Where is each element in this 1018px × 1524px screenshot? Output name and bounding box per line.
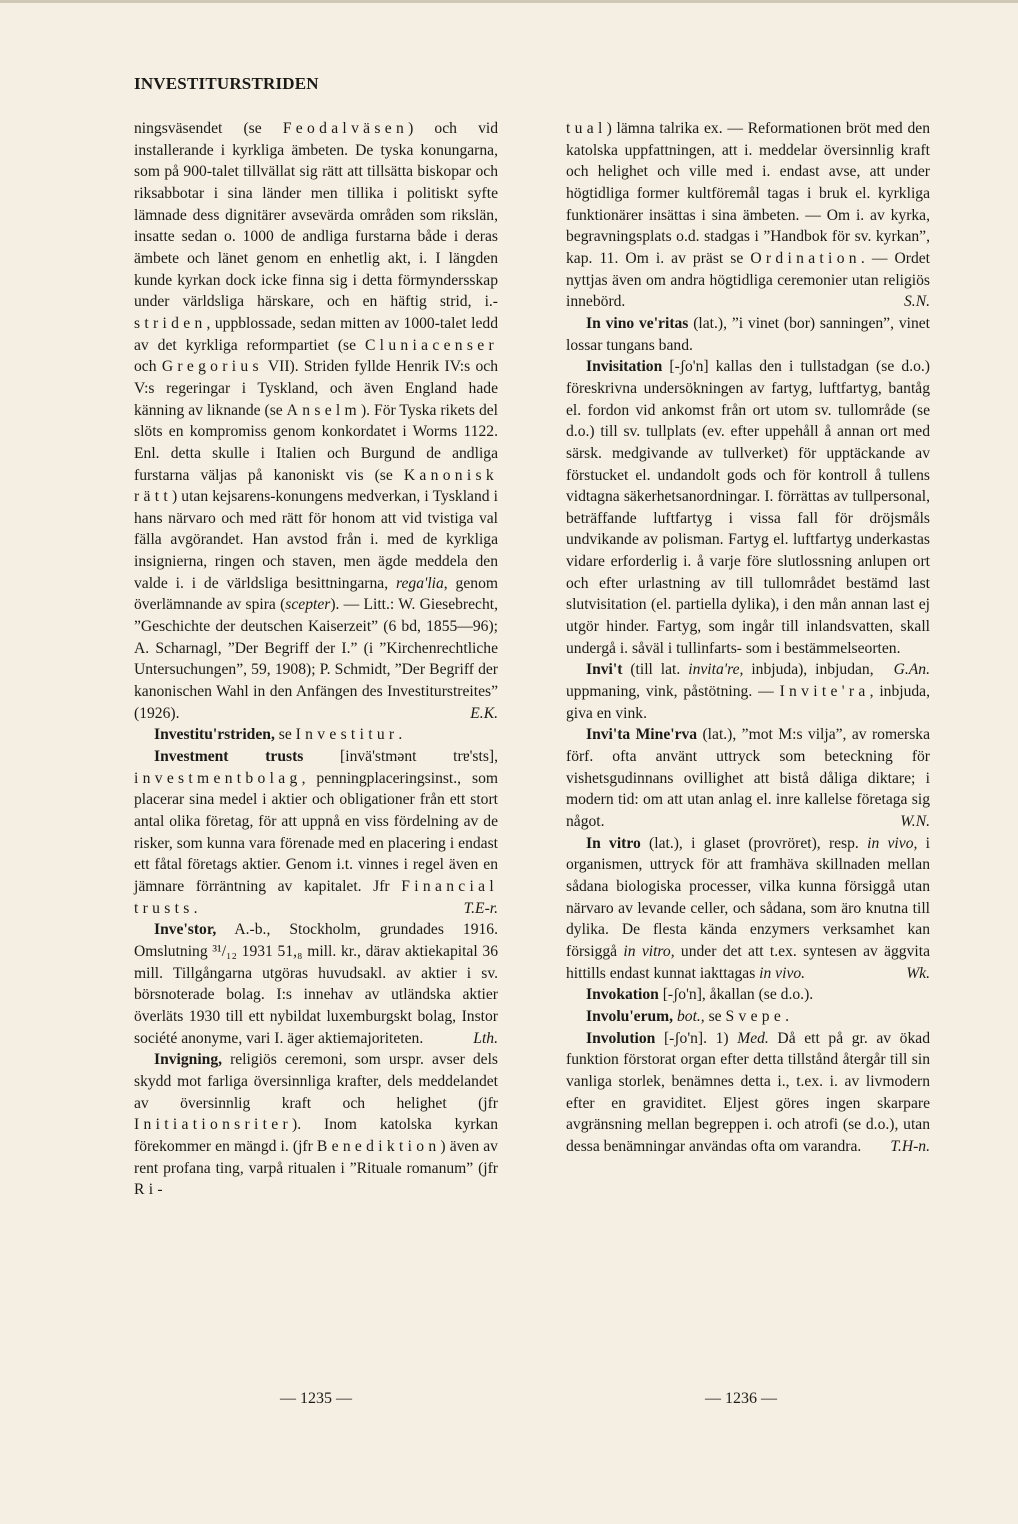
entry-invita-minerva: Invi'ta Mine'rva (lat.), ”mot M:s vilja”, av romerska förf. ofta använt uttryck som beteckning för vishetsgudinnans ovillighet att bistå dåliga diktare; i modern tid: om att utan anlag el. inre kallelse företaga sig något. W.N. — [566, 724, 930, 832]
running-header: INVESTITURSTRIDEN — [134, 74, 319, 93]
left-column — [134, 118, 498, 1201]
entry-investor: Inve'stor, A.-b., Stockholm, grundades 1916. Omslutning ³¹/₁₂ 1931 51,₈ mill. kr., därav aktiekapital 36 mill. Tillgångarna utgöras huvudsakl. av aktier i sv. börsnoterade bolag. I:s innehav av utländska aktier överläts 1930 till ett nybildat luxemburgskt bolag, Instor société anonyme, vari I. äger aktiemajoriteten. Lth. — [134, 919, 498, 1049]
page-number-right: — 1236 — — [705, 1390, 777, 1407]
entry-invigning-continued: tual) lämna talrika ex. — Reformationen bröt med den katolska uppfattningen, att i. meddelar översinnlig kraft och helighet och ville med i. endast avse, att under högtidliga former kultföremål tagas i bruk el. kyrkliga funktionärer insättas i sina ämbeten. — Om i. av kyrka, begravningsplats o.d. stadgas i ”Handbok för sv. kyrkan”, kap. 11. Om i. av präst se Ordination. — Ordet nyttjas även om andra högtidliga ceremonier utan religiös innebörd. S.N. — [566, 118, 930, 313]
author-signature: S.N. — [904, 293, 930, 311]
entry-investitur-continued: ningsväsendet (se Feodalväsen) och vid installerande i kyrkliga ämbeten. De tyska konungarna, som på 900-talet tillvällat sig rätt att tillsätta biskopar och riksabbotar i sina länder men tillika i politiskt syfte lämnade dess dignitärer avsevärda områden som rikslän, insatte sedan o. 1000 de andliga furstarna både i deras ämbete och länet genom en enhetlig akt, i. I längden kunde kyrkan dock icke finna sig i detta förmyndersskap under världsliga härskare, och en häftig strid, i.-striden, uppblossade, sedan mitten av 1000-talet ledd av det kyrkliga reformpartiet (se Cluniacenser och Gregorius VII). Striden fyllde Henrik IV:s och V:s regeringar i Tyskland, och även England hade känning av liknande (se Anselm). För Tyska rikets del slöts en kompromiss genom konkordatet i Worms 1122. Enl. detta skulle i Italien och Burgund de andliga furstarna väljas på kanoniskt vis (se Kanonisk rätt) utan kejsarens-konungens medverkan, i Tyskland i hans närvaro och med rätt för honom att vid tvistiga val fälla avgörandet. Han avstod från i. med de kyrkliga insignierna, ringen och staven, men ägde meddela den valde i. i de världsliga besittningarna, rega'lia, genom överlämnande av spira (scepter). — Litt.: W. Giesebrecht, ”Geschichte der deutschen Kaiserzeit” (6 bd, 1855—96); A. Scharnagl, ”Der Begriff der I.” (i ”Kirchenrechtliche Untersuchungen”, 59, 1908); P. Schmidt, ”Der Begriff der kanonischen Wahl in den Anfängen des Investiturstreites” (1926). E.K. — [134, 118, 498, 724]
author-signature: T.E-r. — [463, 899, 498, 917]
right-column — [566, 118, 930, 1158]
author-signature: Lth. — [473, 1029, 498, 1047]
entry-invigning: Invigning, religiös ceremoni, som urspr. avser dels skydd mot farliga översinnliga krafter, dels meddelandet av översinnlig kraft och helighet (jfr Initiationsriter). Inom katolska kyrkan förekommer en mängd i. (jfr Benediktion) även av rent profana ting, varpå ritualen i ”Rituale romanum” (jfr Ri- — [134, 1051, 498, 1199]
entry-investment-trusts: Investment trusts [invä'stmənt trɐ'sts], investmentbolag, penningplaceringsinst., som placerar sina medel i aktier och obligationer från ett stort antal olika företag, för att uppnå en viss fördelning av de risker, som kunna vara förenade med en placering i endast ett fåtal företags aktier. Genom i.t. vinnes i regel även en jämnare förräntning av kapitalet. Jfr Financial trusts. T.E-r. — [134, 746, 498, 919]
page-number-left: — 1235 — — [280, 1390, 352, 1407]
entry-invit: Invi't (till lat. invita're, inbjuda), inbjudan, uppmaning, vink, påstötning. — Invite'ra, inbjuda, giva en vink. — [566, 661, 930, 722]
entry-involucrum: Involu'erum, bot., se Svepe. — [586, 1007, 790, 1025]
entry-invisitation: Invisitation [-ʃo'n] kallas den i tullstadgan (se d.o.) föreskrivna undersökningen av fartyg, luftfartyg, bantåg el. fordon vid ankomst från ort utom sv. tullområde (se d.o.) till sv. tullplats (ev. efter uppehåll å annan ort med särsk. medgivande av tullverket) för upptäckande av förstucket el. undandolt gods och för kontroll å tullens vidtagna säkerhetsanordningar. I. förrättas av tullpersonal, beträffande luftfartyg i vissa fall för dröjsmåls undvikande av polisman. Fartyg el. luftfartyg underkastas vidare erforderlig i. å varje före slutlossning anlupen ort och efter urlastning av till tullområdet bestämd last slutvisitation (el. partiella dylika), i den mån annan last ej utgör hinder. Fartyg, som ingår till inlandsvatten, skall undergå i. såväl i tullinfarts- som i bestämmelseorten. G.An. — [566, 356, 930, 659]
entry-invokation: Invokation [-ʃo'n], åkallan (se d.o.). — [586, 986, 814, 1004]
author-signature: W.N. — [900, 813, 930, 830]
entry-in-vitro: In vitro (lat.), i glaset (provröret), resp. in vivo, i organismen, uttryck för att framhäva skillnaden mellan sådana biologiska processer, vilka kunna försiggå utan närvaro av levande celler, och sådana, som äro knutna till dylika. De flesta kända enzymers verksamhet kan försiggå in vitro, under det att t.ex. syntesen av äggvita hittills endast kunnat iakttagas in vivo. Wk. — [566, 833, 930, 985]
entry-in-vino-veritas: In vino ve'ritas (lat.), ”i vinet (bor) sanningen”, vinet lossar tungans band. — [566, 314, 930, 354]
entry-investiturstriden: Investitu'rstriden, se Investitur. — [154, 726, 403, 744]
author-signature: T.H-n. — [890, 1137, 930, 1155]
author-signature: Wk. — [906, 964, 930, 982]
author-signature: E.K. — [470, 704, 498, 722]
author-signature: G.An. — [893, 661, 930, 679]
top-rule — [0, 0, 1018, 3]
entry-involution: Involution [-ʃo'n]. 1) Med. Då ett på gr. av ökad funktion förstorat organ efter detta tillstånd återgår till sin vanliga storlek, benämnes detta i., t.ex. i. av livmodern efter en graviditet. Eljest göres ingen skarpare avgränsning mellan begreppen i. och atrofi (se d.o.), utan dessa benämningar användas ofta om varandra. T.H-n. — [566, 1028, 930, 1158]
